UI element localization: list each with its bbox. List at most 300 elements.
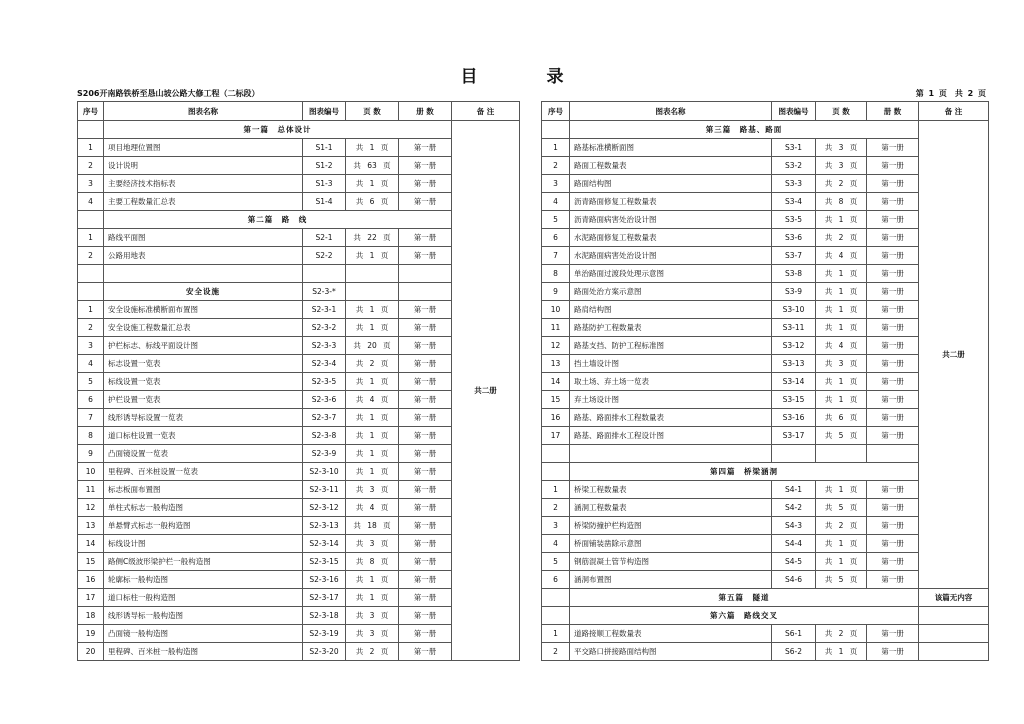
drawing-name: 桥梁工程数量表 bbox=[570, 481, 772, 499]
empty-cell bbox=[867, 445, 919, 463]
volume: 第一册 bbox=[867, 625, 919, 643]
column-header: 图表编号 bbox=[772, 102, 816, 121]
drawing-code: S2-3-4 bbox=[303, 355, 346, 373]
row-number: 1 bbox=[542, 625, 570, 643]
table-header-row bbox=[78, 102, 520, 121]
volume: 第一册 bbox=[867, 211, 919, 229]
drawing-name: 单柱式标志一般构造图 bbox=[104, 499, 303, 517]
volume: 第一册 bbox=[399, 319, 452, 337]
drawing-name: 路侧C级波形梁护栏一般构造图 bbox=[104, 553, 303, 571]
page-count: 共 1 页 bbox=[816, 265, 867, 283]
page-count: 共 3 页 bbox=[346, 607, 399, 625]
page-count: 共 6 页 bbox=[346, 193, 399, 211]
table-row bbox=[542, 625, 989, 643]
drawing-name: 挡土墙设计图 bbox=[570, 355, 772, 373]
row-number: 13 bbox=[78, 517, 104, 535]
volume: 第一册 bbox=[867, 499, 919, 517]
page-count: 共 1 页 bbox=[346, 175, 399, 193]
row-number: 12 bbox=[542, 337, 570, 355]
drawing-name: 水泥路面修复工程数量表 bbox=[570, 229, 772, 247]
volume: 第一册 bbox=[867, 157, 919, 175]
volume: 第一册 bbox=[399, 391, 452, 409]
drawing-code: S2-3-5 bbox=[303, 373, 346, 391]
page-count: 共 1 页 bbox=[346, 427, 399, 445]
volume: 第一册 bbox=[399, 373, 452, 391]
page-count: 共 3 页 bbox=[346, 625, 399, 643]
volume: 第一册 bbox=[399, 589, 452, 607]
toc-table-left bbox=[77, 101, 520, 661]
page-count: 共 1 页 bbox=[816, 391, 867, 409]
page-count: 共 2 页 bbox=[816, 625, 867, 643]
column-header: 页 数 bbox=[346, 102, 399, 121]
drawing-name: 路基支挡、防护工程标准图 bbox=[570, 337, 772, 355]
page-count: 共 1 页 bbox=[346, 319, 399, 337]
row-number: 14 bbox=[542, 373, 570, 391]
volume: 第一册 bbox=[867, 517, 919, 535]
volume: 第一册 bbox=[399, 499, 452, 517]
drawing-name: 路基、路面排水工程设计图 bbox=[570, 427, 772, 445]
page-count: 共 5 页 bbox=[816, 427, 867, 445]
volume: 第一册 bbox=[867, 319, 919, 337]
drawing-code: S4-1 bbox=[772, 481, 816, 499]
row-number: 4 bbox=[78, 193, 104, 211]
row-number: 3 bbox=[78, 337, 104, 355]
page-count: 共 1 页 bbox=[816, 535, 867, 553]
empty-cell bbox=[816, 445, 867, 463]
volume: 第一册 bbox=[399, 157, 452, 175]
volume: 第一册 bbox=[867, 535, 919, 553]
volume: 第一册 bbox=[399, 193, 452, 211]
page-count: 共 1 页 bbox=[346, 139, 399, 157]
page-count: 共 3 页 bbox=[816, 139, 867, 157]
row-number: 2 bbox=[542, 157, 570, 175]
volume: 第一册 bbox=[399, 229, 452, 247]
drawing-code: S4-3 bbox=[772, 517, 816, 535]
column-header: 图表名称 bbox=[104, 102, 303, 121]
page-count: 共 4 页 bbox=[346, 391, 399, 409]
row-number: 6 bbox=[542, 571, 570, 589]
volume bbox=[399, 283, 452, 301]
drawing-code: S2-3-* bbox=[303, 283, 346, 301]
volume: 第一册 bbox=[399, 607, 452, 625]
drawing-code: S2-3-7 bbox=[303, 409, 346, 427]
drawing-code: S2-3-15 bbox=[303, 553, 346, 571]
drawing-name: 路肩结构图 bbox=[570, 301, 772, 319]
volume: 第一册 bbox=[867, 481, 919, 499]
drawing-name: 水泥路面病害处治设计图 bbox=[570, 247, 772, 265]
page-count: 共 20 页 bbox=[346, 337, 399, 355]
drawing-name: 路基标准横断面图 bbox=[570, 139, 772, 157]
drawing-name: 取土场、弃土场一览表 bbox=[570, 373, 772, 391]
volume: 第一册 bbox=[867, 427, 919, 445]
volume: 第一册 bbox=[399, 625, 452, 643]
row-number: 4 bbox=[542, 193, 570, 211]
volume: 第一册 bbox=[399, 409, 452, 427]
drawing-code: S3-4 bbox=[772, 193, 816, 211]
drawing-name: 路面工程数量表 bbox=[570, 157, 772, 175]
section-note: 该篇无内容 bbox=[919, 589, 989, 607]
row-number bbox=[542, 589, 570, 607]
drawing-code: S4-6 bbox=[772, 571, 816, 589]
row-number: 11 bbox=[78, 481, 104, 499]
empty-cell bbox=[346, 265, 399, 283]
subsection-heading: 安全设施 bbox=[104, 283, 303, 301]
drawing-code: S2-3-14 bbox=[303, 535, 346, 553]
row-number: 9 bbox=[542, 283, 570, 301]
volume: 第一册 bbox=[867, 337, 919, 355]
page-count: 共 22 页 bbox=[346, 229, 399, 247]
remark-cell bbox=[919, 643, 989, 661]
drawing-name: 主要经济技术指标表 bbox=[104, 175, 303, 193]
volume: 第一册 bbox=[399, 355, 452, 373]
empty-cell bbox=[303, 265, 346, 283]
row-number: 6 bbox=[542, 229, 570, 247]
drawing-code: S6-2 bbox=[772, 643, 816, 661]
column-header: 备 注 bbox=[452, 102, 520, 121]
row-number bbox=[78, 283, 104, 301]
drawing-code: S3-9 bbox=[772, 283, 816, 301]
page-count: 共 5 页 bbox=[816, 571, 867, 589]
drawing-name: 里程碑、百米桩一般构造图 bbox=[104, 643, 303, 661]
volume: 第一册 bbox=[399, 463, 452, 481]
row-number: 15 bbox=[78, 553, 104, 571]
row-number: 12 bbox=[78, 499, 104, 517]
drawing-name: 路面结构图 bbox=[570, 175, 772, 193]
drawing-code: S3-1 bbox=[772, 139, 816, 157]
row-number bbox=[78, 211, 104, 229]
row-number: 2 bbox=[78, 319, 104, 337]
page-count: 共 3 页 bbox=[816, 157, 867, 175]
drawing-code: S2-3-12 bbox=[303, 499, 346, 517]
drawing-name: 钢筋混凝土管节构造图 bbox=[570, 553, 772, 571]
drawing-name: 单治路面过渡段处理示意图 bbox=[570, 265, 772, 283]
page-count: 共 1 页 bbox=[816, 553, 867, 571]
volume: 第一册 bbox=[867, 553, 919, 571]
remark-cell: 共二册 bbox=[452, 121, 520, 661]
volume: 第一册 bbox=[867, 193, 919, 211]
drawing-code: S2-3-9 bbox=[303, 445, 346, 463]
volume: 第一册 bbox=[867, 301, 919, 319]
drawing-name: 沥青路面修复工程数量表 bbox=[570, 193, 772, 211]
table-row bbox=[542, 121, 989, 139]
empty-cell bbox=[78, 265, 104, 283]
drawing-code: S3-6 bbox=[772, 229, 816, 247]
row-number: 9 bbox=[78, 445, 104, 463]
drawing-name: 桥梁防撞护栏构造图 bbox=[570, 517, 772, 535]
drawing-code: S2-3-6 bbox=[303, 391, 346, 409]
page-count: 共 1 页 bbox=[346, 445, 399, 463]
drawing-name: 里程碑、百米桩设置一览表 bbox=[104, 463, 303, 481]
page-count: 共 2 页 bbox=[816, 229, 867, 247]
page-number: 第 1 页 共 2 页 bbox=[915, 89, 986, 98]
volume: 第一册 bbox=[867, 355, 919, 373]
page-count: 共 1 页 bbox=[816, 211, 867, 229]
drawing-code: S3-2 bbox=[772, 157, 816, 175]
empty-cell bbox=[570, 445, 772, 463]
page-count: 共 1 页 bbox=[816, 319, 867, 337]
row-number: 13 bbox=[542, 355, 570, 373]
drawing-name: 设计说明 bbox=[104, 157, 303, 175]
drawing-name: 线形诱导标设置一览表 bbox=[104, 409, 303, 427]
remark-cell bbox=[919, 625, 989, 643]
row-number: 4 bbox=[542, 535, 570, 553]
drawing-code: S2-3-8 bbox=[303, 427, 346, 445]
volume: 第一册 bbox=[399, 139, 452, 157]
project-name: S206开南路铁桥至恳山坡公路大修工程（二标段） bbox=[77, 89, 260, 98]
drawing-code: S2-3-13 bbox=[303, 517, 346, 535]
volume: 第一册 bbox=[867, 229, 919, 247]
drawing-name: 线形诱导标一般构造图 bbox=[104, 607, 303, 625]
empty-cell bbox=[772, 445, 816, 463]
column-header: 序号 bbox=[78, 102, 104, 121]
row-number: 7 bbox=[542, 247, 570, 265]
table-row bbox=[78, 121, 520, 139]
row-number: 16 bbox=[542, 409, 570, 427]
volume: 第一册 bbox=[399, 301, 452, 319]
drawing-code: S2-3-1 bbox=[303, 301, 346, 319]
page-count: 共 1 页 bbox=[346, 301, 399, 319]
row-number: 15 bbox=[542, 391, 570, 409]
drawing-code: S1-4 bbox=[303, 193, 346, 211]
drawing-name: 标线设置一览表 bbox=[104, 373, 303, 391]
drawing-name: 桥面铺装凿除示意图 bbox=[570, 535, 772, 553]
volume: 第一册 bbox=[867, 391, 919, 409]
volume: 第一册 bbox=[399, 445, 452, 463]
row-number: 17 bbox=[78, 589, 104, 607]
row-number: 18 bbox=[78, 607, 104, 625]
page-count: 共 8 页 bbox=[816, 193, 867, 211]
row-number: 17 bbox=[542, 427, 570, 445]
drawing-code: S2-3-16 bbox=[303, 571, 346, 589]
drawing-name: 道路接顺工程数量表 bbox=[570, 625, 772, 643]
table-row bbox=[542, 589, 989, 607]
drawing-name: 标志板面布置图 bbox=[104, 481, 303, 499]
column-header: 图表名称 bbox=[570, 102, 772, 121]
drawing-name: 涵洞工程数量表 bbox=[570, 499, 772, 517]
row-number: 5 bbox=[542, 211, 570, 229]
row-number: 11 bbox=[542, 319, 570, 337]
row-number: 20 bbox=[78, 643, 104, 661]
table-row bbox=[542, 643, 989, 661]
row-number: 2 bbox=[542, 499, 570, 517]
row-number: 2 bbox=[78, 157, 104, 175]
drawing-code: S2-3-11 bbox=[303, 481, 346, 499]
page-count: 共 1 页 bbox=[346, 571, 399, 589]
drawing-code: S4-2 bbox=[772, 499, 816, 517]
page-count: 共 1 页 bbox=[346, 409, 399, 427]
page-count: 共 63 页 bbox=[346, 157, 399, 175]
column-header: 图表编号 bbox=[303, 102, 346, 121]
drawing-code: S3-3 bbox=[772, 175, 816, 193]
page-count: 共 4 页 bbox=[346, 499, 399, 517]
drawing-name: 道口标柱一般构造图 bbox=[104, 589, 303, 607]
row-number bbox=[542, 121, 570, 139]
volume: 第一册 bbox=[399, 247, 452, 265]
row-number: 3 bbox=[542, 175, 570, 193]
row-number: 19 bbox=[78, 625, 104, 643]
row-number: 1 bbox=[78, 139, 104, 157]
page-count: 共 8 页 bbox=[346, 553, 399, 571]
page-count: 共 3 页 bbox=[816, 355, 867, 373]
drawing-name: 沥青路面病害处治设计图 bbox=[570, 211, 772, 229]
drawing-name: 平交路口拼接路面结构图 bbox=[570, 643, 772, 661]
remark-cell bbox=[919, 607, 989, 625]
drawing-code: S3-8 bbox=[772, 265, 816, 283]
page-count: 共 1 页 bbox=[346, 373, 399, 391]
drawing-code: S3-12 bbox=[772, 337, 816, 355]
volume: 第一册 bbox=[867, 643, 919, 661]
drawing-code: S2-3-18 bbox=[303, 607, 346, 625]
drawing-code: S2-3-19 bbox=[303, 625, 346, 643]
page-count: 共 3 页 bbox=[346, 481, 399, 499]
section-heading: 第六篇 路线交叉 bbox=[570, 607, 919, 625]
drawing-name: 道口标柱设置一览表 bbox=[104, 427, 303, 445]
column-header: 页 数 bbox=[816, 102, 867, 121]
page-count: 共 4 页 bbox=[816, 247, 867, 265]
drawing-code: S3-15 bbox=[772, 391, 816, 409]
drawing-name: 路面处治方案示意图 bbox=[570, 283, 772, 301]
drawing-code: S1-2 bbox=[303, 157, 346, 175]
volume: 第一册 bbox=[399, 427, 452, 445]
drawing-code: S2-3-20 bbox=[303, 643, 346, 661]
section-heading: 第四篇 桥梁涵洞 bbox=[570, 463, 919, 481]
drawing-code: S3-11 bbox=[772, 319, 816, 337]
row-number: 8 bbox=[542, 265, 570, 283]
volume: 第一册 bbox=[867, 373, 919, 391]
page-count: 共 1 页 bbox=[346, 463, 399, 481]
page-count: 共 2 页 bbox=[816, 517, 867, 535]
row-number bbox=[542, 463, 570, 481]
drawing-code: S1-1 bbox=[303, 139, 346, 157]
volume: 第一册 bbox=[867, 247, 919, 265]
row-number: 5 bbox=[78, 373, 104, 391]
page-count: 共 3 页 bbox=[346, 535, 399, 553]
page-count: 共 2 页 bbox=[346, 355, 399, 373]
drawing-code: S2-3-3 bbox=[303, 337, 346, 355]
volume: 第一册 bbox=[399, 337, 452, 355]
row-number: 1 bbox=[78, 229, 104, 247]
row-number: 1 bbox=[542, 139, 570, 157]
drawing-name: 凸面镜一般构造图 bbox=[104, 625, 303, 643]
page-count: 共 1 页 bbox=[346, 589, 399, 607]
page-title: 目 录 bbox=[460, 67, 590, 87]
row-number: 10 bbox=[542, 301, 570, 319]
drawing-code: S2-3-2 bbox=[303, 319, 346, 337]
volume: 第一册 bbox=[399, 643, 452, 661]
row-number: 14 bbox=[78, 535, 104, 553]
page-count: 共 18 页 bbox=[346, 517, 399, 535]
drawing-code: S3-7 bbox=[772, 247, 816, 265]
drawing-name: 涵洞布置图 bbox=[570, 571, 772, 589]
page-count: 共 1 页 bbox=[816, 643, 867, 661]
row-number bbox=[542, 607, 570, 625]
drawing-code: S6-1 bbox=[772, 625, 816, 643]
drawing-name: 护栏标志、标线平面设计图 bbox=[104, 337, 303, 355]
row-number: 3 bbox=[542, 517, 570, 535]
drawing-name: 单悬臂式标志一般构造图 bbox=[104, 517, 303, 535]
section-heading: 第一篇 总体设计 bbox=[104, 121, 452, 139]
drawing-code: S2-1 bbox=[303, 229, 346, 247]
column-header: 序号 bbox=[542, 102, 570, 121]
drawing-name: 标志设置一览表 bbox=[104, 355, 303, 373]
row-number: 6 bbox=[78, 391, 104, 409]
volume: 第一册 bbox=[399, 553, 452, 571]
drawing-name: 安全设施标准横断面布置图 bbox=[104, 301, 303, 319]
drawing-code: S2-3-17 bbox=[303, 589, 346, 607]
page-count: 共 1 页 bbox=[346, 247, 399, 265]
drawing-name: 凸面镜设置一览表 bbox=[104, 445, 303, 463]
drawing-name: 护栏设置一览表 bbox=[104, 391, 303, 409]
row-number: 16 bbox=[78, 571, 104, 589]
column-header: 备 注 bbox=[919, 102, 989, 121]
table-header-row bbox=[542, 102, 989, 121]
page-count: 共 1 页 bbox=[816, 283, 867, 301]
column-header: 册 数 bbox=[399, 102, 452, 121]
row-number: 1 bbox=[78, 301, 104, 319]
volume: 第一册 bbox=[399, 571, 452, 589]
page-count: 共 2 页 bbox=[816, 175, 867, 193]
drawing-code: S3-13 bbox=[772, 355, 816, 373]
drawing-name: 路基防护工程数量表 bbox=[570, 319, 772, 337]
page-count: 共 1 页 bbox=[816, 301, 867, 319]
row-number: 8 bbox=[78, 427, 104, 445]
toc-table-right bbox=[541, 101, 989, 661]
page-count: 共 1 页 bbox=[816, 373, 867, 391]
empty-cell bbox=[104, 265, 303, 283]
drawing-name: 弃土场设计图 bbox=[570, 391, 772, 409]
section-heading: 第三篇 路基、路面 bbox=[570, 121, 919, 139]
drawing-code: S2-2 bbox=[303, 247, 346, 265]
drawing-code: S3-14 bbox=[772, 373, 816, 391]
drawing-code: S3-10 bbox=[772, 301, 816, 319]
remark-cell: 共二册 bbox=[919, 121, 989, 589]
drawing-name: 标线设计图 bbox=[104, 535, 303, 553]
row-number: 2 bbox=[542, 643, 570, 661]
volume: 第一册 bbox=[399, 175, 452, 193]
volume: 第一册 bbox=[867, 139, 919, 157]
empty-cell bbox=[399, 265, 452, 283]
drawing-code: S4-5 bbox=[772, 553, 816, 571]
row-number bbox=[78, 121, 104, 139]
row-number: 5 bbox=[542, 553, 570, 571]
page-count: 共 1 页 bbox=[816, 481, 867, 499]
row-number: 4 bbox=[78, 355, 104, 373]
drawing-code: S3-17 bbox=[772, 427, 816, 445]
page-count: 共 6 页 bbox=[816, 409, 867, 427]
drawing-name: 路线平面图 bbox=[104, 229, 303, 247]
volume: 第一册 bbox=[399, 535, 452, 553]
volume: 第一册 bbox=[867, 265, 919, 283]
row-number: 10 bbox=[78, 463, 104, 481]
drawing-code: S1-3 bbox=[303, 175, 346, 193]
volume: 第一册 bbox=[867, 283, 919, 301]
page-count: 共 2 页 bbox=[346, 643, 399, 661]
table-row bbox=[542, 607, 989, 625]
drawing-name: 轮廓标一般构造图 bbox=[104, 571, 303, 589]
drawing-name: 安全设施工程数量汇总表 bbox=[104, 319, 303, 337]
drawing-name: 项目地理位置图 bbox=[104, 139, 303, 157]
volume: 第一册 bbox=[867, 175, 919, 193]
volume: 第一册 bbox=[399, 481, 452, 499]
column-header: 册 数 bbox=[867, 102, 919, 121]
row-number: 2 bbox=[78, 247, 104, 265]
drawing-name: 路基、路面排水工程数量表 bbox=[570, 409, 772, 427]
row-number: 3 bbox=[78, 175, 104, 193]
row-number: 1 bbox=[542, 481, 570, 499]
page-count bbox=[346, 283, 399, 301]
empty-cell bbox=[542, 445, 570, 463]
volume: 第一册 bbox=[399, 517, 452, 535]
